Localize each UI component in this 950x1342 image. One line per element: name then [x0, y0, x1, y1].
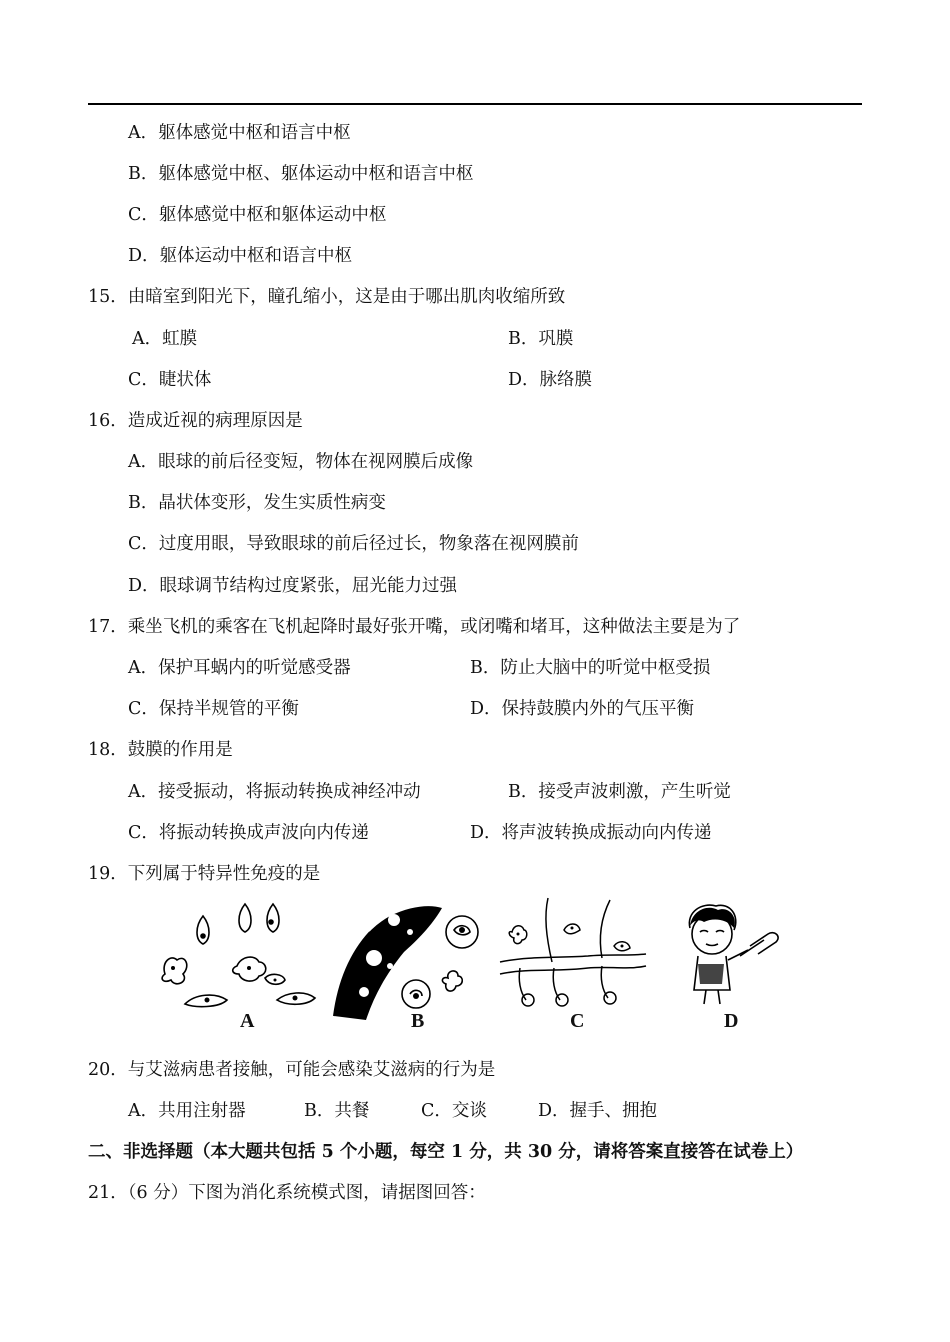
q20-stem: 20．与艾滋病患者接触，可能会感染艾滋病的行为是 [88, 1060, 496, 1080]
q14-option-d: D．躯体运动中枢和语言中枢 [128, 246, 353, 266]
q19-label-d: D [724, 1010, 739, 1032]
q20-option-c: C．交谈 [421, 1101, 487, 1121]
header-rule [88, 103, 862, 105]
q17-option-c: C．保持半规管的平衡 [128, 699, 299, 719]
q18-option-a: A．接受振动，将振动转换成神经冲动 [128, 782, 421, 802]
q19-stem: 19．下列属于特异性免疫的是 [88, 864, 321, 884]
q18-option-b: B．接受声波刺激，产生听觉 [508, 782, 731, 802]
q15-option-c: C．睫状体 [128, 370, 212, 390]
q16-option-c: C．过度用眼，导致眼球的前后径过长，物象落在视网膜前 [128, 534, 579, 554]
q15-option-a: A．虹膜 [132, 329, 198, 349]
q18-stem: 18．鼓膜的作用是 [88, 740, 233, 760]
q16-stem: 16．造成近视的病理原因是 [88, 411, 303, 431]
q19-figure-d [668, 896, 788, 1008]
q17-option-d: D．保持鼓膜内外的气压平衡 [470, 699, 695, 719]
q17-option-a: A．保护耳蜗内的听觉感受器 [128, 658, 351, 678]
q19-figure-a [155, 896, 325, 1008]
q21-stem: 21．（6 分）下图为消化系统模式图，请据图回答： [88, 1183, 486, 1203]
q18-option-d: D．将声波转换成振动向内传递 [470, 823, 712, 843]
q15-stem: 15．由暗室到阳光下，瞳孔缩小，这是由于哪出肌肉收缩所致 [88, 287, 566, 307]
q20-option-d: D．握手、拥抱 [538, 1101, 658, 1121]
q19-label-a: A [240, 1010, 255, 1032]
q18-option-c: C．将振动转换成声波向内传递 [128, 823, 369, 843]
q15-option-b: B．巩膜 [508, 329, 574, 349]
q19-label-c: C [570, 1010, 585, 1032]
q14-option-b: B．躯体感觉中枢、躯体运动中枢和语言中枢 [128, 164, 474, 184]
q15-option-d: D．脉络膜 [508, 370, 593, 390]
q17-option-b: B．防止大脑中的听觉中枢受损 [470, 658, 711, 678]
q16-option-d: D．眼球调节结构过度紧张，屈光能力过强 [128, 576, 458, 596]
q14-option-a: A．躯体感觉中枢和语言中枢 [128, 123, 351, 143]
q19-figure-c [498, 896, 648, 1008]
q14-option-c: C．躯体感觉中枢和躯体运动中枢 [128, 205, 387, 225]
q20-option-a: A．共用注射器 [128, 1101, 246, 1121]
q17-stem: 17．乘坐飞机的乘客在飞机起降时最好张开嘴，或闭嘴和堵耳，这种做法主要是为了 [88, 617, 741, 637]
q19-figure-b [330, 896, 510, 1024]
q16-option-a: A．眼球的前后径变短，物体在视网膜后成像 [128, 452, 474, 472]
q20-option-b: B．共餐 [304, 1101, 370, 1121]
q16-option-b: B．晶状体变形，发生实质性病变 [128, 493, 386, 513]
section-2-heading: 二、非选择题（本大题共包括 5 个小题，每空 1 分，共 30 分，请将答案直接答在试卷上） [88, 1142, 804, 1162]
q19-label-b: B [411, 1010, 425, 1032]
